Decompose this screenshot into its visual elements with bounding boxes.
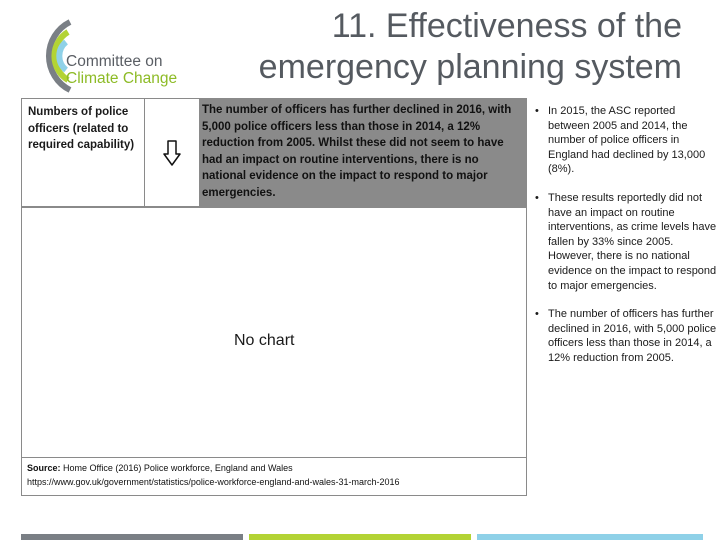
chart-area xyxy=(21,207,527,458)
slide-title: 11. Effectiveness of the emergency planning system xyxy=(258,7,682,86)
footer-bar-green xyxy=(249,534,471,540)
bullet-text: These results reportedly did not have an impact on routine interventions, as crime levels have fallen by 33% since 2005. However, there is no national evidence on the impact to respond to major emergencies. xyxy=(548,191,717,292)
trend-cell xyxy=(144,98,200,207)
bullet-text: In 2015, the ASC reported between 2005 and 2014, the number of police officers in England had declined by 13,000 (8%). xyxy=(548,105,706,176)
bullet-marker: • xyxy=(535,105,539,117)
bullet-marker: • xyxy=(535,308,539,321)
logo-line-1: Committee on xyxy=(66,53,163,70)
logo-line-2: Climate Change xyxy=(66,70,178,87)
footer-bar-blue xyxy=(477,534,703,540)
source-note xyxy=(21,458,527,496)
indicator-description: The number of officers has further declined in 2016, with 5,000 police officers less than those in 2014, a 12% reduction from 2005. Whilst these did not seem to have had an impact on routine interventions, there is no national evidence on the impact to respond to major emergencies. xyxy=(199,98,527,207)
down-arrow-icon xyxy=(163,140,181,166)
bullet-item xyxy=(533,104,719,177)
source-url[interactable]: https://www.gov.uk/government/statistics/police-workforce-england-and-wales-31-march-2016 xyxy=(27,476,400,487)
indicator-table xyxy=(21,98,527,207)
bullet-marker: • xyxy=(535,191,539,204)
logo-wordmark xyxy=(66,53,177,87)
bullet-list xyxy=(533,104,719,380)
bullet-item xyxy=(533,191,719,293)
source-text: Home Office (2016) Police workforce, England and Wales xyxy=(60,463,293,473)
ccc-logo xyxy=(18,16,193,96)
footer-bar-grey xyxy=(21,534,243,540)
indicator-label: Numbers of police officers (related to required capability) xyxy=(21,98,145,207)
bullet-text: The number of officers has further declined in 2016, with 5,000 police officers less than those in 2014, a 12% reduction from 2005. xyxy=(548,308,717,364)
no-chart-text: No chart xyxy=(234,332,295,349)
source-label: Source: xyxy=(27,463,61,473)
bullet-item xyxy=(533,307,719,365)
